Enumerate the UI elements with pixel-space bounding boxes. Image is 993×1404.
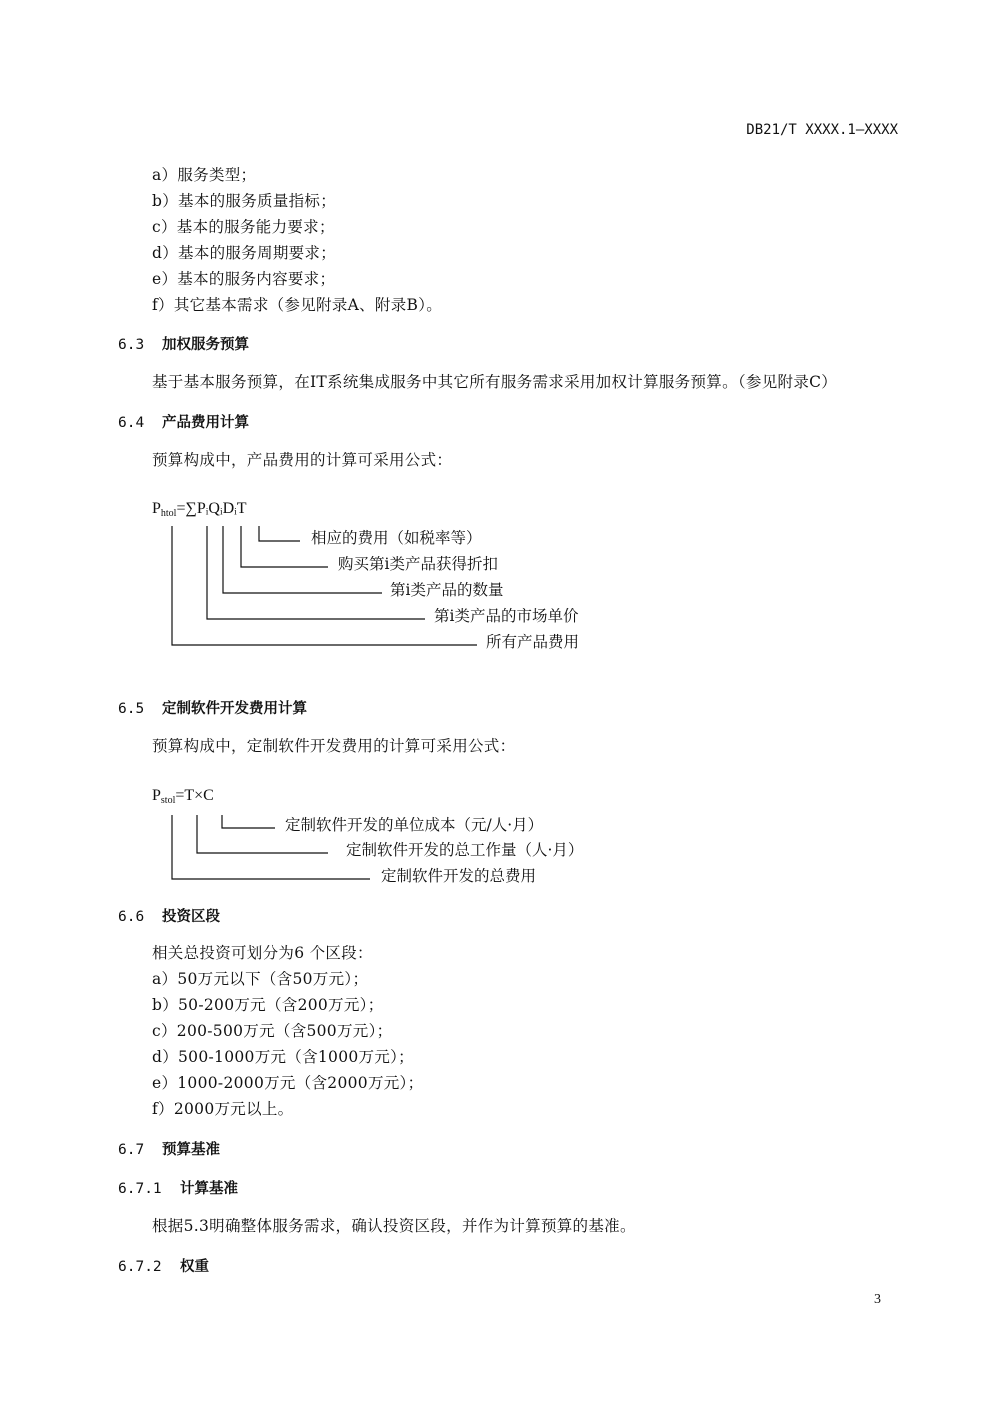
section-title: 预算基准	[162, 1142, 220, 1158]
formula-label: 定制软件开发的总工作量（人·月）	[346, 841, 584, 859]
formula-software-cost: $P_{stol}=T\times C$	[152, 787, 214, 806]
section-heading-6-7-1	[118, 1177, 238, 1198]
list-item: a）50万元以下（含50万元）；	[152, 970, 369, 988]
section-number: 6.7.2	[118, 1259, 162, 1275]
paragraph: 根据5.3明确整体服务需求，确认投资区段，并作为计算预算的基准。	[152, 1217, 636, 1235]
list-item: b）50-200万元（含200万元）；	[152, 996, 384, 1014]
page-number: 3	[874, 1292, 881, 1307]
list-item: c）200-500万元（含500万元）；	[152, 1022, 393, 1040]
formula-label: 购买第i类产品获得折扣	[338, 555, 498, 573]
list-item: f）其它基本需求（参见附录A、附录B）。	[152, 296, 443, 314]
paragraph: 预算构成中，定制软件开发费用的计算可采用公式：	[152, 737, 516, 755]
list-item: b）基本的服务质量指标；	[152, 192, 337, 210]
section-heading-6-5	[118, 697, 307, 718]
section-title: 定制软件开发费用计算	[162, 701, 307, 717]
section-number: 6.7	[118, 1142, 145, 1158]
list-item: d）基本的服务周期要求；	[152, 244, 337, 262]
section-heading-6-7	[118, 1138, 220, 1159]
section-number: 6.5	[118, 701, 145, 717]
section-title: 加权服务预算	[162, 337, 249, 353]
list-item: c）基本的服务能力要求；	[152, 218, 335, 236]
formula-product-cost: $P_{htol}=\sum PᵢQᵢDᵢT$	[152, 500, 247, 519]
section-heading-6-7-2	[118, 1255, 209, 1276]
section-title: 权重	[180, 1259, 209, 1275]
paragraph: 相关总投资可划分为6 个区段：	[152, 944, 373, 962]
paragraph: 预算构成中，产品费用的计算可采用公式：	[152, 451, 453, 469]
formula-label: 所有产品费用	[486, 633, 580, 651]
list-item: d）500-1000万元（含1000万元）；	[152, 1048, 414, 1066]
section-number: 6.3	[118, 337, 145, 353]
list-item: f）2000万元以上。	[152, 1100, 294, 1118]
section-title: 产品费用计算	[162, 415, 249, 431]
section-number: 6.7.1	[118, 1181, 162, 1197]
section-heading-6-6	[118, 905, 220, 926]
paragraph: 基于基本服务预算，在IT系统集成服务中其它所有服务需求采用加权计算服务预算。（参见附录C）	[152, 373, 838, 391]
formula-label: 相应的费用（如税率等）	[311, 529, 482, 547]
section-title: 计算基准	[180, 1181, 238, 1197]
list-item: e）基本的服务内容要求；	[152, 270, 336, 288]
section-number: 6.6	[118, 909, 145, 925]
list-item: a）服务类型；	[152, 166, 257, 184]
formula-label: 定制软件开发的单位成本（元/人·月）	[285, 816, 544, 834]
formula-label: 定制软件开发的总费用	[381, 867, 537, 885]
section-number: 6.4	[118, 415, 145, 431]
formula-label: 第i类产品的数量	[390, 581, 504, 599]
formula-label: 第i类产品的市场单价	[434, 607, 579, 625]
document-code: DB21/T XXXX.1—XXXX	[746, 122, 898, 138]
list-item: e）1000-2000万元（含2000万元）；	[152, 1074, 424, 1092]
section-title: 投资区段	[162, 909, 220, 925]
